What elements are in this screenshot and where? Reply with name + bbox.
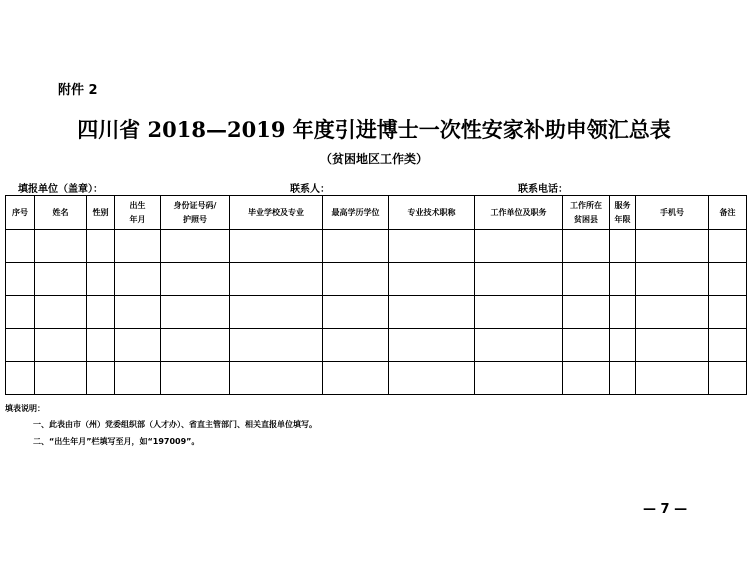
table-cell[interactable] [475, 263, 563, 296]
table-cell[interactable] [475, 329, 563, 362]
table-cell[interactable] [636, 230, 709, 263]
table-cell[interactable] [161, 230, 230, 263]
table-cell[interactable] [230, 329, 323, 362]
summary-table [5, 195, 747, 395]
table-cell[interactable] [563, 230, 610, 263]
table-cell[interactable] [87, 296, 115, 329]
table-cell[interactable] [636, 263, 709, 296]
table-cell[interactable] [161, 296, 230, 329]
table-cell[interactable] [35, 263, 87, 296]
table-cell[interactable] [636, 362, 709, 395]
table-cell[interactable] [115, 329, 161, 362]
table-cell[interactable] [709, 230, 747, 263]
column-header: 毕业学校及专业 [230, 196, 323, 230]
table-cell[interactable] [563, 296, 610, 329]
page-number: — 7 — [643, 502, 688, 517]
table-row [6, 296, 747, 329]
table-cell[interactable] [230, 263, 323, 296]
table-cell[interactable] [230, 296, 323, 329]
table-cell[interactable] [115, 263, 161, 296]
column-header: 服务 年限 [610, 196, 636, 230]
table-body [6, 230, 747, 395]
column-header: 出生 年月 [115, 196, 161, 230]
table-cell[interactable] [709, 362, 747, 395]
table-cell[interactable] [161, 362, 230, 395]
note-item-1: 一、此表由市（州）党委组织部（人才办）、省直主管部门、相关直报单位填写。 [33, 420, 317, 429]
table-cell[interactable] [610, 362, 636, 395]
table-cell[interactable] [636, 296, 709, 329]
table-cell[interactable] [610, 230, 636, 263]
column-header: 工作单位及职务 [475, 196, 563, 230]
table-cell[interactable] [323, 329, 389, 362]
column-header: 工作所在 贫困县 [563, 196, 610, 230]
table-cell[interactable] [323, 296, 389, 329]
table-cell[interactable] [161, 263, 230, 296]
document-subtitle: （贫困地区工作类） [319, 152, 428, 166]
table-cell[interactable] [389, 329, 475, 362]
table-cell[interactable] [87, 329, 115, 362]
table-cell[interactable] [563, 329, 610, 362]
table-cell[interactable] [389, 362, 475, 395]
table-cell[interactable] [709, 263, 747, 296]
column-header: 身份证号码/ 护照号 [161, 196, 230, 230]
table-cell[interactable] [161, 329, 230, 362]
table-cell[interactable] [323, 263, 389, 296]
table-row [6, 263, 747, 296]
column-header: 备注 [709, 196, 747, 230]
table-cell[interactable] [115, 296, 161, 329]
table-cell[interactable] [610, 296, 636, 329]
table-cell[interactable] [230, 362, 323, 395]
table-cell[interactable] [35, 329, 87, 362]
table-cell[interactable] [230, 230, 323, 263]
table-cell[interactable] [115, 230, 161, 263]
table-cell[interactable] [610, 329, 636, 362]
column-header: 序号 [6, 196, 35, 230]
contact-person-label: 联系人： [290, 184, 330, 195]
table-cell[interactable] [6, 329, 35, 362]
table-cell[interactable] [35, 296, 87, 329]
table-row [6, 230, 747, 263]
table-cell[interactable] [323, 362, 389, 395]
table-row [6, 362, 747, 395]
table-cell[interactable] [87, 263, 115, 296]
table-cell[interactable] [610, 263, 636, 296]
table-header-row [6, 196, 747, 230]
table-cell[interactable] [475, 296, 563, 329]
table-cell[interactable] [35, 230, 87, 263]
column-header: 性别 [87, 196, 115, 230]
attachment-label: 附件 2 [58, 83, 98, 98]
notes-title: 填表说明： [5, 404, 45, 413]
document-title: 四川省 2018—2019 年度引进博士一次性安家补助申领汇总表 [77, 117, 671, 142]
table-cell[interactable] [709, 329, 747, 362]
contact-phone-label: 联系电话： [518, 184, 568, 195]
table-cell[interactable] [709, 296, 747, 329]
table-cell[interactable] [35, 362, 87, 395]
table-cell[interactable] [563, 362, 610, 395]
table-cell[interactable] [323, 230, 389, 263]
column-header: 最高学历学位 [323, 196, 389, 230]
table-cell[interactable] [475, 362, 563, 395]
table-cell[interactable] [475, 230, 563, 263]
column-header: 专业技术职称 [389, 196, 475, 230]
table-cell[interactable] [6, 296, 35, 329]
table-cell[interactable] [115, 362, 161, 395]
column-header: 姓名 [35, 196, 87, 230]
table-cell[interactable] [389, 263, 475, 296]
column-header: 手机号 [636, 196, 709, 230]
table-cell[interactable] [87, 362, 115, 395]
table-cell[interactable] [6, 362, 35, 395]
table-cell[interactable] [636, 329, 709, 362]
table-cell[interactable] [389, 296, 475, 329]
table-cell[interactable] [6, 263, 35, 296]
note-item-2: 二、“出生年月”栏填写至月，如“197009”。 [33, 437, 200, 446]
table-cell[interactable] [389, 230, 475, 263]
table-row [6, 329, 747, 362]
table-cell[interactable] [6, 230, 35, 263]
table-cell[interactable] [87, 230, 115, 263]
table-cell[interactable] [563, 263, 610, 296]
filling-unit-label: 填报单位（盖章）： [18, 184, 103, 195]
